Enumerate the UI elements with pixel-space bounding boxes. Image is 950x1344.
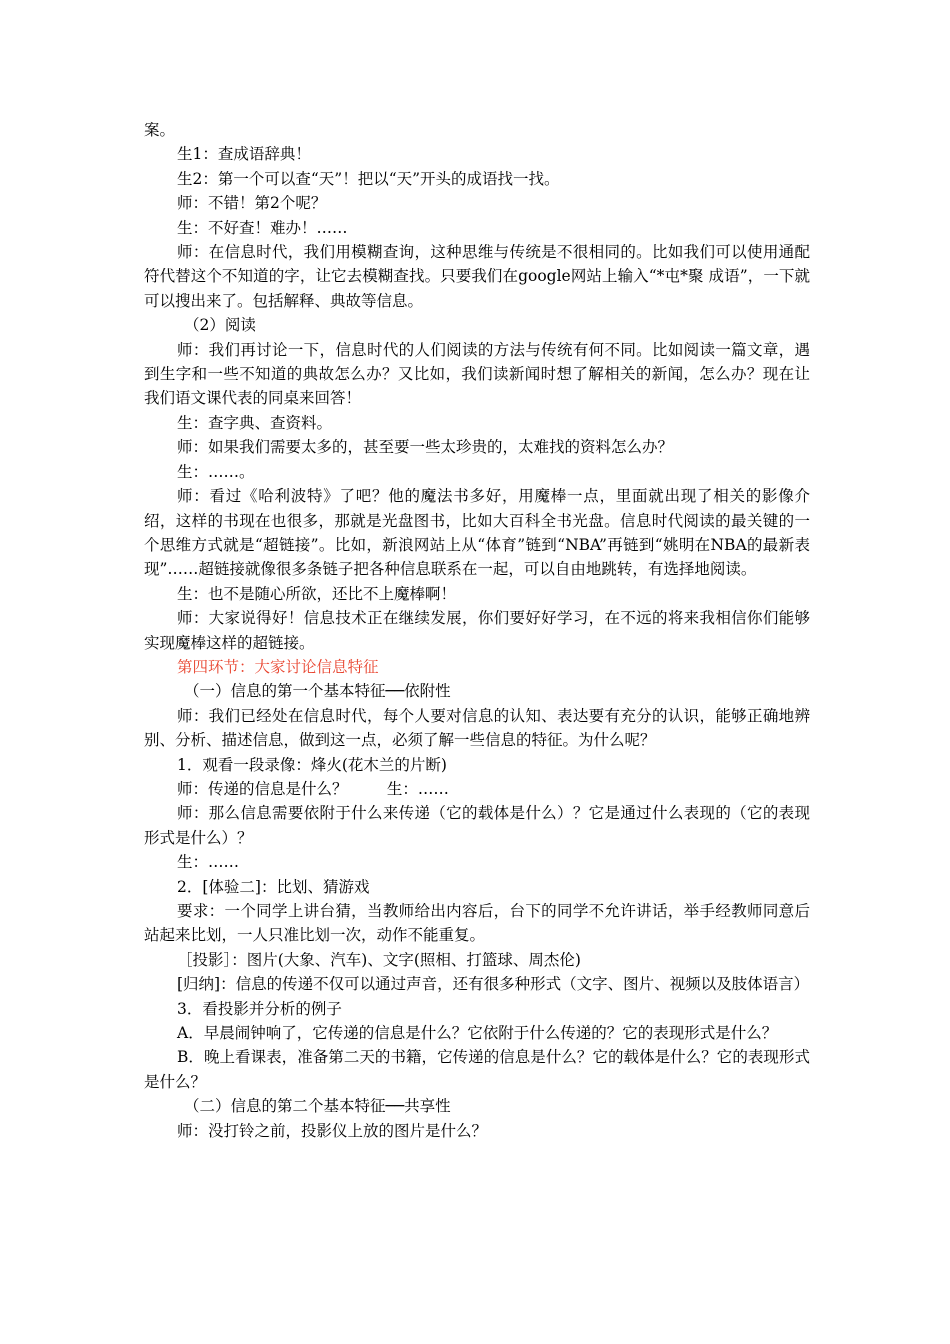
document-page	[144, 118, 810, 1143]
subheading-feature-two: （二）信息的第二个基本特征──共享性	[184, 1097, 451, 1116]
paragraph-teacher: 师：如果我们需要太多的，甚至要一些太珍贵的，太难找的资料怎么办？	[177, 438, 674, 457]
list-item-2: 2．[体验二]：比划、猜游戏	[177, 877, 370, 896]
paragraph-summary: [归纳]：信息的传递不仅可以通过声音，还有很多种形式（文字、图片、视频以及肢体语言）	[177, 975, 810, 994]
paragraph-teacher: 师：不错！第2个呢？	[177, 194, 327, 213]
paragraph-student-1: 生1：查成语辞典！	[177, 145, 311, 164]
paragraph-student: 生：查字典、查资料。	[177, 413, 333, 432]
subheading-reading: （2）阅读	[184, 316, 256, 335]
paragraph-teacher: 师：大家说得好！信息技术正在继续发展，你们要好好学习，在不远的将来我相信你们能够实现魔棒这样的超链接。	[144, 609, 810, 652]
paragraph-student-2: 生2：第一个可以查“天”！把以“天”开头的成语找一找。	[177, 169, 560, 188]
paragraph-teacher: 师：看过《哈利波特》了吧？他的魔法书多好，用魔棒一点，里面就出现了相关的影像介绍，这样的书现在也很多，那就是光盘图书，比如大百科全书光盘。信息时代阅读的最关键的一个思维方式就是“超链接”。比如，新浪网站上从“体育”链到“NBA”再链到“姚明在NBA的最新表现”……超链接就像很多条链子把各种信息联系在一起，可以自由地跳转，有选择地阅读。	[144, 487, 810, 579]
example-b: B．晚上看课表，准备第二天的书籍，它传递的信息是什么？它的载体是什么？它的表现形式是什么？	[144, 1048, 810, 1091]
paragraph-teacher: 师：在信息时代，我们用模糊查询，这种思维与传统是不很相同的。比如我们可以使用通配符代替这个不知道的字，让它去模糊查找。只要我们在google网站上输入“*屯*聚 成语”，一下就可以搜出来了。包括解释、典故等信息。	[144, 243, 810, 310]
paragraph-requirement: 要求：一个同学上讲台猜，当教师给出内容后，台下的同学不允许讲话，举手经教师同意后站起来比划，一人只准比划一次，动作不能重复。	[144, 902, 810, 945]
paragraph-student: 生：……	[177, 853, 240, 872]
paragraph-student: 生：也不是随心所欲，还比不上魔棒啊！	[177, 584, 457, 603]
paragraph-teacher: 师：没打铃之前，投影仪上放的图片是什么？	[177, 1121, 488, 1140]
paragraph-teacher: 师：那么信息需要依附于什么来传递（它的载体是什么）？它是通过什么表现的（它的表现形式是什么）？	[144, 804, 810, 847]
list-item-1: 1．观看一段录像：烽火(花木兰的片断)	[177, 755, 447, 774]
section-heading-stage-four: 第四环节：大家讨论信息特征	[177, 657, 379, 676]
paragraph-projection: ［投影］：图片(大象、汽车)、文字(照相、打篮球、周杰伦)	[177, 950, 581, 969]
list-item-3: 3．看投影并分析的例子	[177, 999, 342, 1018]
paragraph-continuation: 案。	[144, 121, 176, 139]
paragraph-teacher-student: 师：传递的信息是什么？ 生：……	[177, 779, 449, 798]
paragraph-student: 生：……。	[177, 462, 255, 481]
paragraph-teacher: 师：我们再讨论一下，信息时代的人们阅读的方法与传统有何不同。比如阅读一篇文章，遇到生字和一些不知道的典故怎么办？又比如，我们读新闻时想了解相关的新闻，怎么办？现在让我们语文课代表的同桌来回答！	[144, 340, 810, 408]
paragraph-student: 生：不好查！难办！……	[177, 218, 348, 237]
paragraph-teacher: 师：我们已经处在信息时代，每个人要对信息的认知、表达要有充分的认识，能够正确地辨别、分析、描述信息，做到这一点，必须了解一些信息的特征。为什么呢？	[144, 706, 810, 750]
example-a: A．早晨闹钟响了，它传递的信息是什么？它依附于什么传递的？它的表现形式是什么？	[177, 1024, 778, 1043]
subheading-feature-one: （一）信息的第一个基本特征──依附性	[184, 682, 451, 701]
